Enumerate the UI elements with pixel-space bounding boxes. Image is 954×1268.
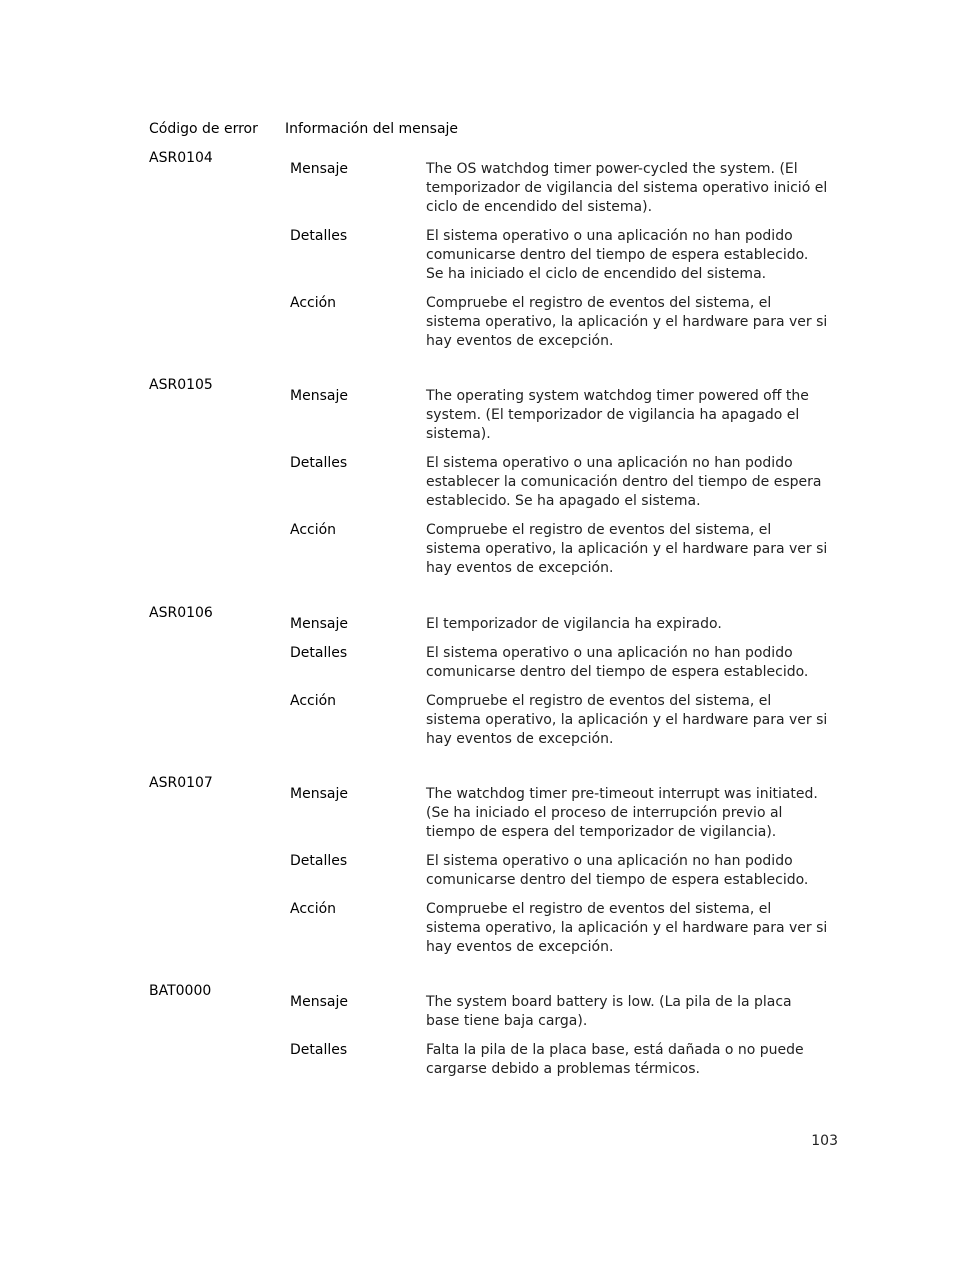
error-code: ASR0107 — [149, 775, 213, 791]
message-row — [290, 785, 850, 852]
row-text: The system board battery is low. (La pila de la placa base tiene baja carga). — [426, 994, 792, 1030]
details-row — [290, 227, 850, 294]
message-row — [290, 160, 850, 227]
error-code: ASR0105 — [149, 377, 213, 393]
column-header-message-info: Información del mensaje — [285, 121, 459, 137]
row-text: El sistema operativo o una aplicación no han podido establecer la comunicación dentro del tiempo de espera establecido. Se ha apagado el sistema. — [426, 455, 822, 510]
row-text: El sistema operativo o una aplicación no han podido comunicarse dentro del tiempo de espera establecido. — [426, 853, 809, 889]
row-label: Acción — [290, 295, 337, 311]
page-number: 103 — [811, 1133, 838, 1149]
row-text: Falta la pila de la placa base, está dañada o no puede cargarse debido a problemas térmicos. — [426, 1042, 804, 1078]
action-row — [290, 900, 850, 967]
row-label: Detalles — [290, 853, 348, 869]
row-text: Compruebe el registro de eventos del sistema, el sistema operativo, la aplicación y el hardware para ver si hay eventos de excepción. — [426, 693, 828, 748]
message-row — [290, 993, 850, 1041]
row-text: Compruebe el registro de eventos del sistema, el sistema operativo, la aplicación y el hardware para ver si hay eventos de excepción. — [426, 295, 828, 350]
details-row — [290, 644, 850, 692]
error-code: ASR0104 — [149, 150, 213, 166]
row-text: The OS watchdog timer power-cycled the system. (El temporizador de vigilancia del sistema operativo inició el ciclo de encendido del sistema). — [426, 161, 828, 216]
row-text: The watchdog timer pre-timeout interrupt was initiated. (Se ha iniciado el proceso de interrupción previo al tiempo de espera del temporizador de vigilancia). — [426, 786, 818, 841]
message-row — [290, 387, 850, 454]
message-row — [290, 615, 850, 644]
details-row — [290, 454, 850, 521]
row-text: Compruebe el registro de eventos del sistema, el sistema operativo, la aplicación y el hardware para ver si hay eventos de excepción. — [426, 901, 828, 956]
error-code: ASR0106 — [149, 605, 213, 621]
row-label: Acción — [290, 522, 337, 538]
error-code: BAT0000 — [149, 983, 212, 999]
row-label: Acción — [290, 901, 337, 917]
row-text: El sistema operativo o una aplicación no han podido comunicarse dentro del tiempo de espera establecido. Se ha iniciado el ciclo de encendido del sistema. — [426, 228, 809, 283]
row-label: Mensaje — [290, 786, 348, 802]
row-label: Mensaje — [290, 616, 348, 632]
action-row — [290, 692, 850, 759]
table-header — [149, 119, 849, 139]
row-text: El sistema operativo o una aplicación no han podido comunicarse dentro del tiempo de espera establecido. — [426, 645, 809, 681]
row-label: Detalles — [290, 645, 348, 661]
action-row — [290, 294, 850, 361]
row-label: Detalles — [290, 228, 348, 244]
row-label: Detalles — [290, 1042, 348, 1058]
row-text: Compruebe el registro de eventos del sistema, el sistema operativo, la aplicación y el hardware para ver si hay eventos de excepción. — [426, 522, 828, 577]
action-row — [290, 521, 850, 588]
column-header-error-code: Código de error — [149, 121, 258, 137]
row-text: The operating system watchdog timer powered off the system. (El temporizador de vigilancia ha apagado el sistema). — [426, 388, 809, 443]
row-label: Detalles — [290, 455, 348, 471]
row-label: Mensaje — [290, 161, 348, 177]
details-row — [290, 1041, 850, 1089]
row-label: Mensaje — [290, 994, 348, 1010]
details-row — [290, 852, 850, 900]
row-label: Mensaje — [290, 388, 348, 404]
row-text: El temporizador de vigilancia ha expirado. — [426, 616, 722, 632]
row-label: Acción — [290, 693, 337, 709]
